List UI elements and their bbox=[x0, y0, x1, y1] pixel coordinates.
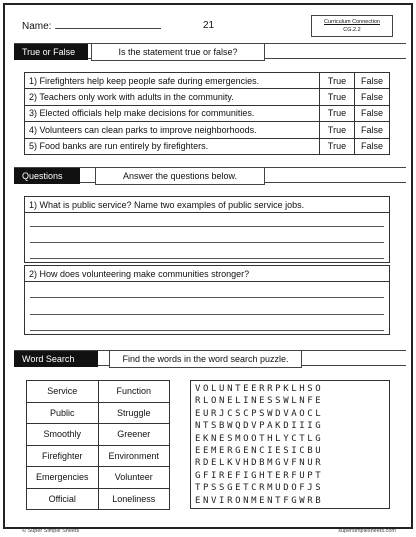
true-option[interactable]: True bbox=[320, 89, 355, 105]
statement-text: 4) Volunteers can clean parks to improve neighborhoods. bbox=[25, 122, 320, 138]
grid-row: TPSSGETCRMUDOFJS bbox=[195, 483, 324, 494]
answer-line[interactable] bbox=[30, 258, 384, 259]
true-false-row bbox=[25, 105, 390, 121]
word-search-label: Word Search bbox=[14, 351, 98, 367]
grid-row: ENVIRONMENTFGWRB bbox=[195, 495, 324, 506]
grid-row: NTSBWQDVPAKDIIIG bbox=[195, 421, 324, 432]
curriculum-connection-box bbox=[311, 15, 393, 37]
false-option[interactable]: False bbox=[355, 105, 390, 121]
answer-line[interactable] bbox=[30, 330, 384, 331]
word-list-item: Public bbox=[27, 402, 99, 424]
answer-line[interactable] bbox=[30, 226, 384, 227]
answer-line[interactable] bbox=[30, 314, 384, 315]
page-number: 21 bbox=[203, 20, 215, 31]
true-false-label: True or False bbox=[14, 44, 88, 60]
true-false-row bbox=[25, 73, 390, 89]
statement-text: 3) Elected officials help make decisions for communities. bbox=[25, 105, 320, 121]
questions-instruction: Answer the questions below. bbox=[95, 167, 265, 185]
footer-site: supersimplesheets.com bbox=[338, 528, 396, 534]
word-list-row bbox=[27, 402, 170, 424]
word-search-grid bbox=[190, 380, 390, 509]
statement-text: 5) Food banks are run entirely by firefighters. bbox=[25, 138, 320, 154]
word-list-item: Service bbox=[27, 381, 99, 403]
word-list-item: Emergencies bbox=[27, 467, 99, 489]
word-list-row bbox=[27, 424, 170, 446]
word-list-row bbox=[27, 381, 170, 403]
questions-label: Questions bbox=[14, 168, 80, 184]
true-false-row bbox=[25, 89, 390, 105]
true-option[interactable]: True bbox=[320, 73, 355, 89]
true-false-row bbox=[25, 138, 390, 154]
question-text-2: 2) How does volunteering make communities stronger? bbox=[25, 266, 389, 282]
grid-row: EKNESMOOTHLYCTLG bbox=[195, 433, 324, 444]
grid-row: EURJCSCPSWDVAOCL bbox=[195, 408, 324, 419]
curriculum-title: Curriculum Connection bbox=[324, 19, 380, 25]
grid-row: EEMERGENCIESICBU bbox=[195, 446, 324, 456]
name-input-line[interactable] bbox=[55, 20, 161, 29]
word-list-row bbox=[27, 488, 170, 510]
false-option[interactable]: False bbox=[355, 138, 390, 154]
word-list-item: Official bbox=[27, 488, 99, 510]
grid-row: RLONELINESSWLNFE bbox=[195, 396, 324, 407]
word-list-item: Firefighter bbox=[27, 445, 99, 467]
false-option[interactable]: False bbox=[355, 73, 390, 89]
grid-row: GFIREFIGHTERFUPT bbox=[195, 470, 324, 481]
answer-line[interactable] bbox=[30, 242, 384, 243]
word-list-item: Environment bbox=[98, 445, 169, 467]
statement-text: 1) Firefighters help keep people safe during emergencies. bbox=[25, 73, 320, 89]
name-label: Name: bbox=[22, 21, 52, 32]
question-box-2 bbox=[24, 265, 390, 335]
true-false-instruction: Is the statement true or false? bbox=[91, 43, 265, 61]
true-option[interactable]: True bbox=[320, 138, 355, 154]
false-option[interactable]: False bbox=[355, 89, 390, 105]
word-list-row bbox=[27, 445, 170, 467]
false-option[interactable]: False bbox=[355, 122, 390, 138]
name-field bbox=[22, 20, 161, 32]
footer-copyright: © Super Simple Sheets bbox=[22, 528, 80, 534]
word-list-item: Greener bbox=[98, 424, 169, 446]
true-option[interactable]: True bbox=[320, 105, 355, 121]
grid-row: VOLUNTEERRPKLHSO bbox=[195, 384, 324, 394]
word-list-item: Volunteer bbox=[98, 467, 169, 489]
true-false-row bbox=[25, 122, 390, 138]
word-list-item: Smoothly bbox=[27, 424, 99, 446]
answer-line[interactable] bbox=[30, 297, 384, 298]
question-box-1 bbox=[24, 196, 390, 263]
question-text-1: 1) What is public service? Name two examples of public service jobs. bbox=[25, 197, 389, 213]
curriculum-code: CG.2.2 bbox=[343, 27, 361, 33]
true-false-header bbox=[14, 43, 406, 59]
word-list-item: Loneliness bbox=[98, 488, 169, 510]
questions-header bbox=[14, 167, 406, 183]
word-list-item: Struggle bbox=[98, 402, 169, 424]
grid-row: RDELKVHDBMGVFNUR bbox=[195, 458, 324, 469]
word-list-table bbox=[26, 380, 170, 510]
statement-text: 2) Teachers only work with adults in the community. bbox=[25, 89, 320, 105]
word-list-item: Function bbox=[98, 381, 169, 403]
true-option[interactable]: True bbox=[320, 122, 355, 138]
word-list-row bbox=[27, 467, 170, 489]
word-search-instruction: Find the words in the word search puzzle. bbox=[109, 350, 302, 368]
true-false-table bbox=[24, 72, 390, 155]
word-search-header bbox=[14, 350, 406, 366]
